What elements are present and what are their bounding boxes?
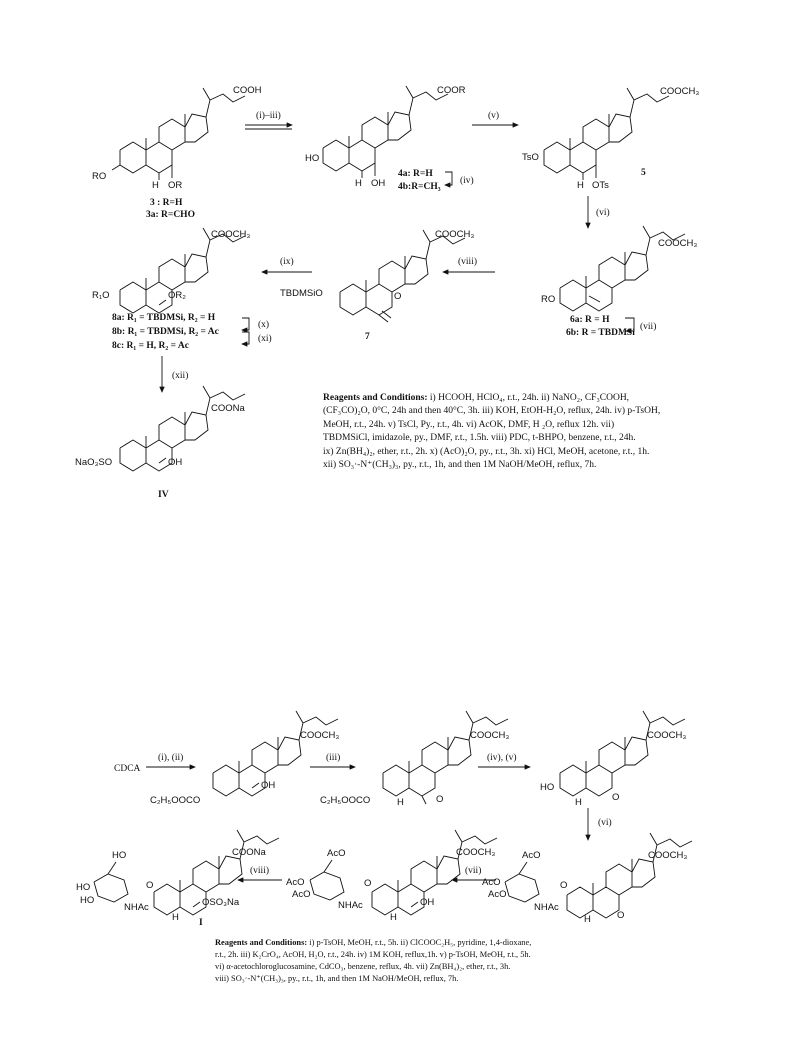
scheme2-compound-3-structure (560, 711, 685, 796)
cpdIV-oh: OH (168, 457, 183, 468)
cpd5-cooch3: COOCH₃ (660, 86, 700, 97)
s2c1-cooch3: COOCH₃ (300, 730, 340, 741)
s2c2-o: O (436, 794, 444, 805)
s2c2-h: H (397, 797, 404, 808)
scheme2-conditions-line-1 (215, 937, 635, 949)
s2c3-o: O (612, 792, 620, 803)
scheme1-conditions-line-3: MeOH, r.t., 24h. v) TsCl, Py., r.t., 4h. vi) AcOK, DMF, H ₂O, reflux 12h. vii) (323, 419, 615, 430)
cpd8c-label: 8c: R₁ = H, R₂ = Ac (112, 341, 189, 351)
step-ix: (ix) (280, 257, 294, 267)
s2c6-h: H (172, 912, 179, 923)
scheme2-conditions-heading: Reagents and Conditions: (215, 938, 308, 947)
cpd5-tso: TsO (522, 152, 539, 163)
s2c5-o: O (364, 878, 372, 889)
step-vi: (vi) (596, 208, 610, 218)
s2c3-cooch3: COOCH₃ (647, 730, 687, 741)
cpd4a-label: 4a: R=H (398, 169, 433, 179)
compound-7-structure (340, 230, 465, 322)
scheme2-conditions-line-4: viii) SO₃·-N⁺(CH₃)₃, py., r.t., 1h, and then 1M NaOH/MeOH, reflux, 7h. (215, 974, 459, 983)
cpd3-cooh: COOH (233, 85, 262, 96)
scheme1-conditions-line-4: TBDMSiCl, imidazole, py., DMF, r.t., 1.5h. viii) PDC, t-BHPO, benzene, r.t., 24h. (323, 433, 636, 444)
s2c4-h: H (584, 914, 591, 925)
cpd3-or: OR (168, 180, 183, 191)
step-vii: (vii) (640, 322, 657, 332)
cpdIV-label: IV (158, 490, 169, 500)
s2c4-aco-1: AcO (522, 850, 541, 861)
s2c5-oh: OH (420, 897, 435, 908)
s2c6-oso3na: OSO₃Na (202, 897, 240, 908)
s2c2-cooch3: COOCH₃ (470, 730, 510, 741)
cpd5-h: H (577, 180, 584, 191)
step2-iv-v: (iv), (v) (487, 753, 517, 763)
s2c4-o: O (560, 880, 568, 891)
cpd3-ro: RO (92, 171, 107, 182)
s2c4-aco-3: AcO (488, 889, 507, 900)
cpdIV-nao3so: NaO₃SO (75, 457, 113, 468)
cpd7-cooch3: COOCH₃ (435, 229, 475, 240)
cpd7-label: 7 (365, 332, 370, 342)
cpd3-label: 3 : R=H (150, 198, 183, 208)
s2c6-coona: COONa (232, 847, 266, 858)
s2c5-aco-1: AcO (327, 848, 346, 859)
cpd6-cooch3: COOCH₃ (658, 238, 698, 249)
step2-iii: (iii) (326, 753, 341, 763)
cpd8-cooch3: COOCH₃ (211, 229, 251, 240)
cpd6-ro: RO (541, 294, 556, 305)
cpd4-h: H (355, 178, 362, 189)
cpd3-h: H (152, 180, 159, 191)
scheme1-conditions-line-2: (CF₃CO)₂O, 0°C, 24h and then 40°C, 3h. iii) KOH, EtOH-H₂O, reflux, 24h. iv) p-TsOH, (323, 406, 661, 417)
scheme1-conditions (323, 392, 763, 472)
compound-4-structure (323, 86, 448, 178)
cpd5-label: 5 (641, 168, 646, 178)
step-v: (v) (488, 111, 500, 121)
s2c6-ho-3: HO (80, 895, 95, 906)
scheme1-conditions-line-6: xii) SO₃·-N⁺(CH₃)₃, py., r.t., 1h, and then 1M NaOH/MeOH, reflux, 7h. (323, 460, 597, 471)
cpd7-tbdmsio: TBDMSiO (280, 288, 323, 299)
s2c4-ketone-o: O (617, 910, 625, 921)
scheme1-conditions-line-1 (323, 392, 763, 405)
scheme2-conditions-line-3: vi) α-acetochloroglucosamine, CdCO₃, benzene, reflux, 4h. vii) Zn(BH₄)₂, ether, r.t., 3h. (215, 962, 511, 971)
scheme1-conditions-line-5: ix) Zn(BH₄)₂, ether, r.t., 2h. x) (AcO)₂O, py., r.t., 3h. xi) HCl, MeOH, acetone, r.t., 1h. (323, 446, 650, 457)
compound-3-structure (112, 88, 245, 180)
cpd7-o: O (394, 291, 402, 302)
step2-vii: (vii) (465, 866, 482, 876)
compound-IV-structure (120, 386, 245, 471)
s2c6-ho-2: HO (76, 882, 91, 893)
s2c4-cooch3: COOCH₃ (648, 850, 688, 861)
s2c5-h: H (390, 912, 397, 923)
s2c6-o: O (146, 880, 154, 891)
step2-viii: (viii) (250, 866, 269, 876)
step2-i-ii: (i), (ii) (158, 753, 184, 763)
s2c1-ester: C₂H₅OOCO (150, 795, 201, 806)
s2c2-ester: C₂H₅OOCO (320, 795, 371, 806)
cpd4-ho: HO (305, 153, 320, 164)
s2c6-ho-1: HO (112, 850, 127, 861)
cpd5-ots: OTs (592, 180, 609, 191)
start-cdca: CDCA (114, 764, 141, 774)
compound-5-structure (544, 88, 669, 180)
s2c6-nhac: NHAc (124, 902, 149, 913)
step-iv: (iv) (460, 176, 474, 186)
scheme2-conditions-text-1: i) p-TsOH, MeOH, r.t., 5h. ii) ClCOOC₂H₅, pyridine, 1,4-dioxane, (307, 938, 532, 947)
scheme1-conditions-text-1: i) HCOOH, HClO₄, r.t., 24h. ii) NaNO₂, CF₃COOH, (427, 393, 630, 403)
cpd8-or2: OR₂ (168, 290, 186, 301)
step2-vi: (vi) (598, 818, 612, 828)
cpd4-oh: OH (371, 178, 386, 189)
cpdIV-coona: COONa (211, 403, 245, 414)
s2c5-cooch3: COOCH₃ (456, 847, 496, 858)
s2c3-ho: HO (540, 782, 555, 793)
cpd8-r1o: R₁O (92, 290, 110, 301)
s2c4-nhac: NHAc (534, 902, 559, 913)
step-x: (x) (258, 320, 270, 330)
s2c5-aco-3: AcO (292, 889, 311, 900)
scheme2-compound-1-structure (213, 711, 341, 796)
step-viii: (viii) (458, 257, 477, 267)
s2c5-nhac: NHAc (338, 900, 363, 911)
compound-I-label: I (199, 918, 203, 928)
cpd4b-label: 4b:R=CH₃ (398, 182, 441, 192)
cpd8a-label: 8a: R₁ = TBDMSi, R₂ = H (112, 313, 216, 323)
cpd4-coor: COOR (437, 85, 466, 96)
s2c4-aco-2: AcO (482, 877, 501, 888)
cpd3a-label: 3a: R=CHO (146, 210, 195, 220)
step-xii: (xii) (172, 371, 189, 381)
s2c3-h: H (575, 797, 582, 808)
step-xi: (xi) (258, 334, 272, 344)
scheme2-conditions-line-2: r.t., 2h. iii) K₂CrO₄, AcOH, H₂O, r.t., 24h. iv) 1M KOH, reflux,1h. v) p-TsOH, MeOH, r.t., 5h. (215, 950, 531, 959)
scheme1-conditions-heading: Reagents and Conditions: (323, 393, 428, 403)
s2c5-aco-2: AcO (286, 877, 305, 888)
scheme2-conditions (215, 937, 635, 985)
cpd6b-label: 6b: R = TBDMSi (566, 328, 635, 338)
step-i-iii: (i)–iii) (256, 111, 281, 121)
cpd8b-label: 8b: R₁ = TBDMSi, R₂ = Ac (112, 327, 219, 337)
cpd6a-label: 6a: R = H (570, 315, 610, 325)
s2c1-oh: OH (261, 780, 276, 791)
